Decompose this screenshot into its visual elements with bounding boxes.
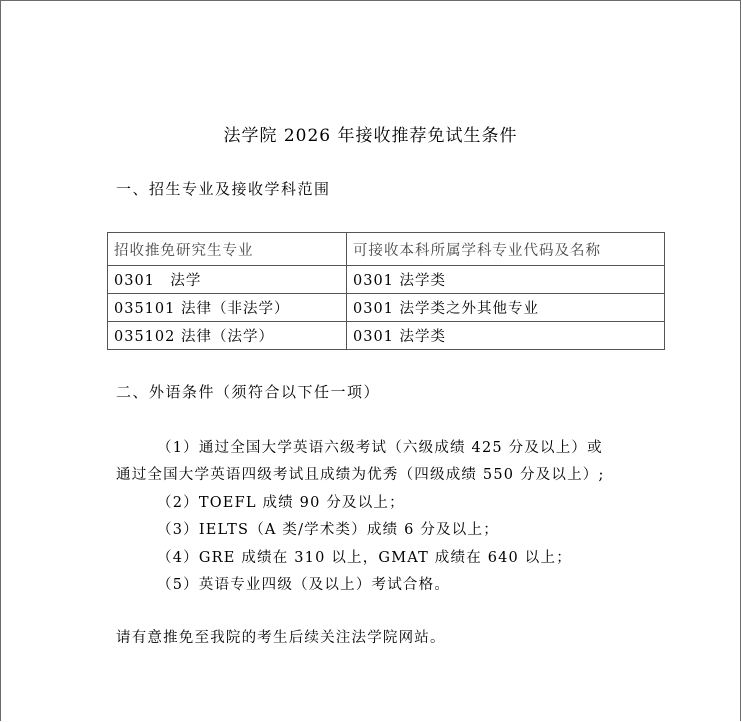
condition-line: （1）通过全国大学英语六级考试（六级成绩 425 分及以上）或: [157, 440, 603, 456]
table-cell: 035102 法律（法学）: [108, 322, 347, 350]
condition-line: （5）英语专业四级（及以上）考试合格。: [157, 577, 451, 593]
table-cell: 0301 法学类: [347, 266, 665, 294]
condition-line: （2）TOEFL 成绩 90 分及以上；: [157, 495, 405, 511]
table-row: [108, 294, 665, 322]
table-cell: 0301 法学类之外其他专业: [347, 294, 665, 322]
condition-line: （4）GRE 成绩在 310 以上，GMAT 成绩在 640 以上；: [157, 550, 572, 566]
document-title: 法学院 2026 年接收推荐免试生条件: [223, 126, 518, 146]
table-header-cell: 招收推免研究生专业: [108, 233, 347, 266]
table-cell: 0301 法学: [108, 266, 347, 294]
table-header-row: [108, 233, 665, 266]
section-heading-language: 二、外语条件（须符合以下任一项）: [116, 383, 381, 401]
condition-line: （3）IELTS（A 类/学术类）成绩 6 分及以上；: [157, 522, 499, 538]
table-cell: 0301 法学类: [347, 322, 665, 350]
closing-note: 请有意推免至我院的考生后续关注法学院网站。: [116, 630, 446, 646]
majors-table: [107, 232, 665, 350]
section-heading-majors: 一、招生专业及接收学科范围: [116, 180, 331, 198]
table-cell: 035101 法律（非法学）: [108, 294, 347, 322]
condition-line: 通过全国大学英语四级考试且成绩为优秀（四级成绩 550 分及以上）;: [116, 467, 605, 483]
table-row: [108, 266, 665, 294]
table-header-cell: 可接收本科所属学科专业代码及名称: [347, 233, 665, 266]
table-row: [108, 322, 665, 350]
